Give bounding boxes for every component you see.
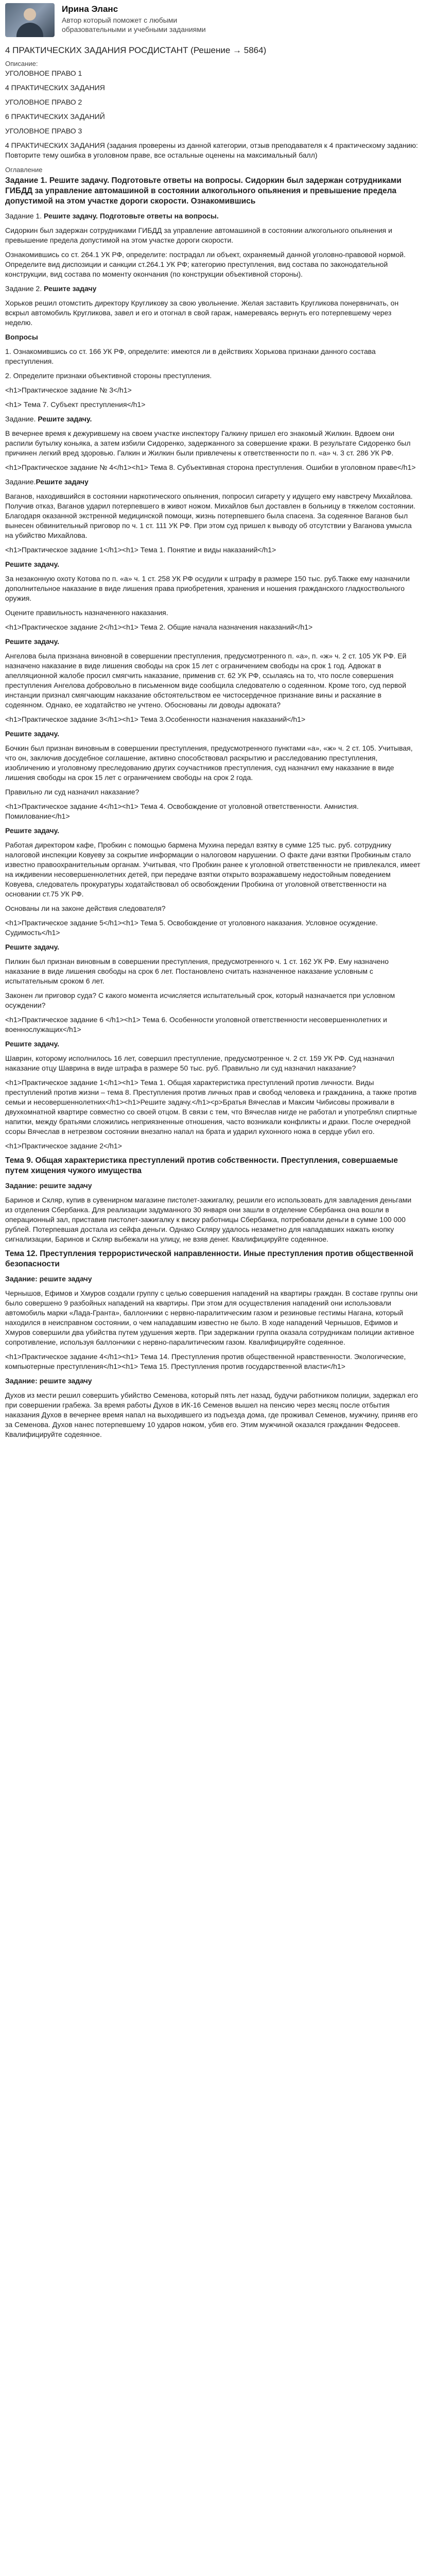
paragraph: Пилкин был признан виновным в совершении преступления, предусмотренного ч. 1 ст. 162 УК РФ. Ему назначено наказание в виде лишения свободы на срок 6 лет. Постановлено считать назначенное наказание условным с испытательным сроком 6 лет. — [5, 957, 391, 985]
paragraph: <h1>Практическое задание 1</h1><h1> Тема 1. Общая характеристика преступлений против личности. Виды преступлений против жизни – тема 8. Преступления против личных прав и свобод человека и гражданина, а также против семьи и несовершеннолетних</h1><h1>Решите задачу.</h1><p>Братья Вячеслав и Максим Чибисовы проживали в двухкомнатной квартире совместно со своей отцом. В связи с тем, что Вячеслав нигде не работал и употреблял спиртные напитки, между братьями сложились неприязненные отношения, часто возникали конфликты и драки. После очередной ссоры Вячеслав в нетрезвом состоянии внезапно напал на брата и ударил кухонного ножа в сердце убил его. — [5, 1078, 419, 1136]
paragraph: Духов из мести решил совершить убийство Семенова, который пять лет назад, будучи работником полиции, задержал его при совершении грабежа. За время работы Духов в ИК-16 Семенов вышел на пенсию через месяц после отбытия наказания Духов в вечернее время напал на выходившего из подъезда дома, где проживал Семенов, мужчину, приняв его за Семенова. Духов нанес потерпевшему 10 ударов ножом, убив его. Этим мужчиной оказался гражданин Федосеев. Квалифицируйте содеянное. — [5, 1391, 420, 1438]
author-name[interactable]: Ирина Эланс — [62, 4, 118, 14]
author-info — [55, 3, 237, 34]
paragraph: Шаврин, которому исполнилось 16 лет, совершил преступление, предусмотренное ч. 2 ст. 159 УК РФ. Суд назначил наказание отцу Шаврина в виде штрафа в размере 50 тыс. руб. Правильно ли суд назначил наказание? — [5, 1054, 396, 1072]
menu-item: УГОЛОВНОЕ ПРАВО 2 — [5, 98, 82, 106]
task-instruction: Решите задачу. — [38, 415, 92, 423]
task-number: Задание. — [5, 415, 38, 423]
paragraph: <h1>Практическое задание 4</h1><h1> Тема 14. Преступления против общественной нравственности. Экологические, компьютерные преступления</h1><h1> Тема 15. Преступления против государственной власти</h1> — [5, 1352, 408, 1370]
content-body — [5, 176, 421, 1439]
subheading: Задание: решите задачу — [5, 1275, 92, 1283]
subheading: Решите задачу. — [5, 637, 60, 646]
paragraph: 1. Ознакомившись со ст. 166 УК РФ, определите: имеются ли в действиях Хорькова признаки данного состава преступления. — [5, 347, 378, 365]
menu-item: УГОЛОВНОЕ ПРАВО 3 — [5, 127, 82, 135]
task-heading — [5, 477, 421, 487]
paragraph: <h1>Практическое задание № 3</h1> — [5, 386, 132, 394]
task-instruction: Решите задачу — [36, 478, 89, 486]
paragraph: Правильно ли суд назначил наказание? — [5, 788, 139, 796]
description-label: Описание: — [5, 60, 38, 67]
paragraph: Оцените правильность назначенного наказания. — [5, 608, 168, 617]
task-number: Задание 1. — [5, 212, 44, 220]
course-menu — [5, 69, 421, 160]
paragraph: Хорьков решил отомстить директору Кругликову за свою увольнение. Желая заставить Кругликова понервничать, он вскрыл автомобиль Кругликова, завел и его и отогнал в свой гараж, намереваясь вернуть его потерпевшему через неделю. — [5, 299, 401, 327]
paragraph: Чернышов, Ефимов и Хмуров создали группу с целью совершения нападений на квартиры граждан. В составе группы они было совершено 9 разбойных нападений на квартиры. При этом для осуществления нападений они использовали автомобиль марки «Лада-Гранта», баллончики с нервно-паралитическим газом и резиновые гестимы Нагана, который находился в неисправном состоянии, о чем нападавшим известно не было. В ходе нападений Чернышов, Ефимов и Хмуров совершили два убийства путем удушения жертв. При задержании группа оказала сотрудникам полиции активное сопротивление, используя баллончики с нервно-паралитическим газом. Квалифицируйте содеянное. — [5, 1289, 420, 1346]
subheading: Решите задачу. — [5, 560, 60, 568]
paragraph: Баринов и Скляр, купив в сувенирном магазине пистолет-зажигалку, решили его использовать для завладения деньгами из отделения Сбербанка. Для реализации задуманного 30 января они зашли в отделение Сбербанка она вошли в операционный зал, приставив пистолет-зажигалку к виску работницы Сбербанка, потребовали деньги в сумме 100 000 рублей. Потерпевшая достала из сейфа деньги. Однако Скляру удалось незаметно для нападавших нажать кнопку сигнализации, Баринов и Скляр выбежали на улицу, не взяв денег. Квалифицируйте содеянное. — [5, 1196, 414, 1243]
paragraph: <h1>Практическое задание № 4</h1><h1> Тема 8. Субъективная сторона преступления. Ошибки в уголовном праве</h1> — [5, 463, 416, 471]
task-instruction: Решите задачу. Подготовьте ответы на вопросы. — [44, 212, 219, 220]
paragraph: Работая директором кафе, Пробкин с помощью бармена Мухина передал взятку в сумме 125 тыс. руб. сотруднику налоговой инспекции Ковуеву за сокрытие информации о налоговом нарушении. О факте дачи взятки Пробкиным стало известно правоохранительным органам. Учитывая, что Пробкин ранее к уголовной ответственности не привлекался, имеет на иждивении несовершеннолетних детей, при передаче взятки открыто возражавшему недостойным поведением Ковуева, следователь прокуратуры ходатайствовал об освобождении Пробкина от уголовной ответственности на основании ст.75 УК РФ. — [5, 841, 423, 898]
paragraph: Ангелова была признана виновной в совершении преступления, предусмотренного п. «а», п. «ж» ч. 2 ст. 105 УК РФ. Ей назначено наказание в виде лишения свободы на срок 15 лет с ограничением свободы на срок 1 год. Адвокат в апелляционной жалобе просил смягчить наказание, применив ст. 62 УК РФ, ссылаясь на то, что после совершения преступления Ангелова добровольно в письменном виде сообщила следователю о содеянном. Кроме того, суд первой инстанции признал смягчающим наказание обстоятельством ее чистосердечное признание вины и раскаяние в содеянном. Однако, ее ходатайство не учтено. Обоснованы ли доводы адвоката? — [5, 652, 409, 709]
paragraph: <h1>Практическое задание 3</h1><h1> Тема 3.Особенности назначения наказаний</h1> — [5, 715, 306, 723]
menu-item: 4 ПРАКТИЧЕСКИХ ЗАДАНИЯ (задания проверены из данной категории, отзыв преподавателя к 4 практическому заданию: Повторите тему ошибка в уголовном праве, все остальные оценены на максимальный балл) — [5, 141, 418, 159]
paragraph: <h1>Практическое задание 2</h1><h1> Тема 2. Общие начала назначения наказаний</h1> — [5, 623, 313, 631]
paragraph: 2. Определите признаки объективной стороны преступления. — [5, 371, 212, 380]
paragraph: <h1>Практическое задание 2</h1> — [5, 1142, 122, 1150]
subheading: Задание: решите задачу — [5, 1181, 92, 1190]
paragraph: Сидоркин был задержан сотрудниками ГИБДД за управление автомашиной в состоянии алкогольного опьянения и превышение предела допустимой на этом участке дороги скорости. — [5, 226, 394, 244]
paragraph: <h1> Тема 7. Субъект преступления</h1> — [5, 400, 146, 409]
task-heading — [5, 211, 421, 221]
subheading: Решите задачу. — [5, 943, 60, 951]
task-instruction: Решите задачу — [44, 284, 97, 293]
subheading: Решите задачу. — [5, 826, 60, 835]
paragraph: <h1>Практическое задание 4</h1><h1> Тема 4. Освобождение от уголовной ответственности. Амнистия. Помилование</h1> — [5, 802, 361, 820]
subheading: Решите задачу. — [5, 730, 60, 738]
paragraph: В вечернее время к дежурившему на своем участке инспектору Галкину пришел его знакомый Жилкин. Вдвоем они распили бутылку коньяка, а затем избили Сидоренко, задержанного за совершение кражи. В результате Сидоренко был причинен легкий вред здоровью. Галкин и Жилкин были привлечены к ответственности по п. «а» ч. 3 ст. 286 УК РФ. — [5, 429, 413, 457]
page-title: 4 ПРАКТИЧЕСКИХ ЗАДАНИЯ РОСДИСТАНТ (Решение → 5864) — [5, 45, 267, 55]
paragraph: Ваганов, находившийся в состоянии наркотического опьянения, попросил сигарету у идущего ему навстречу Михайлова. Получив отказ, Ваганов ударил потерпевшего в живот ножом. Михайлов был доставлен в больницу в тяжелом состоянии. Благодаря оказанной экстренной медицинской помощи, жизнь потерпевшего была спасена. За содеянное Ваганов был вынесен обвинительный приговор по ч. 1 ст. 111 УК РФ. При этом суд пришел к выводу об отсутствии у Ваганова умысла на убийство Михайлова. — [5, 492, 417, 539]
subheading: Задание: решите задачу — [5, 1377, 92, 1385]
paragraph: Законен ли приговор суда? С какого момента исчисляется испытательный срок, который назначается при условном осуждении? — [5, 991, 397, 1009]
section-heading: Тема 12. Преступления террористической направленности. Иные преступления против общественной безопасности — [5, 1249, 416, 1268]
menu-item: 4 ПРАКТИЧЕСКИХ ЗАДАНИЯ — [5, 83, 105, 92]
paragraph: Бочкин был признан виновным в совершении преступления, предусмотренного пунктами «а», «ж» ч. 2 ст. 105. Учитывая, что он, заключив досудебное соглашение, активно способствовал раскрытию и расследованию преступления, изобличению и уголовному преследованию других соучастников преступления, суд назначил ему наказание в виде лишения свободы на срок 15 лет с ограничением свободы на срок 2 года. — [5, 744, 415, 782]
section-heading: Тема 9. Общая характеристика преступлений против собственности. Преступления, совершаемые путем хищения чужого имущества — [5, 1156, 400, 1175]
menu-item: 6 ПРАКТИЧЕСКИХ ЗАДАНИЙ — [5, 112, 105, 121]
toc-label: Оглавление — [5, 166, 43, 174]
subheading: Решите задачу. — [5, 1040, 60, 1048]
section-heading: Задание 1. Решите задачу. Подготовьте ответы на вопросы. Сидоркин был задержан сотрудниками ГИБДД за управление автомашиной в состоянии алкогольного опьянения и превышение предела допустимой на этом участке дороги скорости. Ознакомившись — [5, 176, 404, 206]
paragraph: <h1>Практическое задание 5</h1><h1> Тема 5. Освобождение от уголовного наказания. Условное осуждение. Судимость</h1> — [5, 919, 380, 937]
menu-item: УГОЛОВНОЕ ПРАВО 1 — [5, 69, 82, 77]
author-avatar[interactable] — [5, 3, 55, 37]
author-card — [5, 0, 421, 41]
paragraph: Ознакомившись со ст. 264.1 УК РФ, определите: пострадал ли объект, охраняемый данной уголовно-правовой нормой. Определите вид диспозиции и санкции ст.264.1 УК РФ; категорию преступления, вид состава по законодательной конструкции, вид состава по моменту окончания (по конструкции объективной стороны). — [5, 250, 408, 278]
paragraph: За незаконную охоту Котова по п. «а» ч. 1 ст. 258 УК РФ осудили к штрафу в размере 150 тыс. руб.Также ему назначили дополнительное наказание в виде лишения права приобретения, хранения и ношения гражданского гладкоствольного оружия. — [5, 574, 412, 602]
author-description: Автор который поможет с любыми образовательными и учебными заданиями — [62, 16, 206, 33]
task-number: Задание. — [5, 478, 36, 486]
subheading: Вопросы — [5, 333, 38, 341]
task-heading — [5, 414, 421, 424]
paragraph: <h1>Практическое задание 1</h1><h1> Тема 1. Понятие и виды наказаний</h1> — [5, 546, 276, 554]
paragraph: <h1>Практическое задание 6 </h1><h1> Тема 6. Особенности уголовной ответственности несовершеннолетних и военнослужащих</h1> — [5, 1015, 389, 1033]
task-heading — [5, 284, 421, 294]
task-number: Задание 2. — [5, 284, 44, 293]
paragraph: Основаны ли на законе действия следователя? — [5, 904, 166, 912]
